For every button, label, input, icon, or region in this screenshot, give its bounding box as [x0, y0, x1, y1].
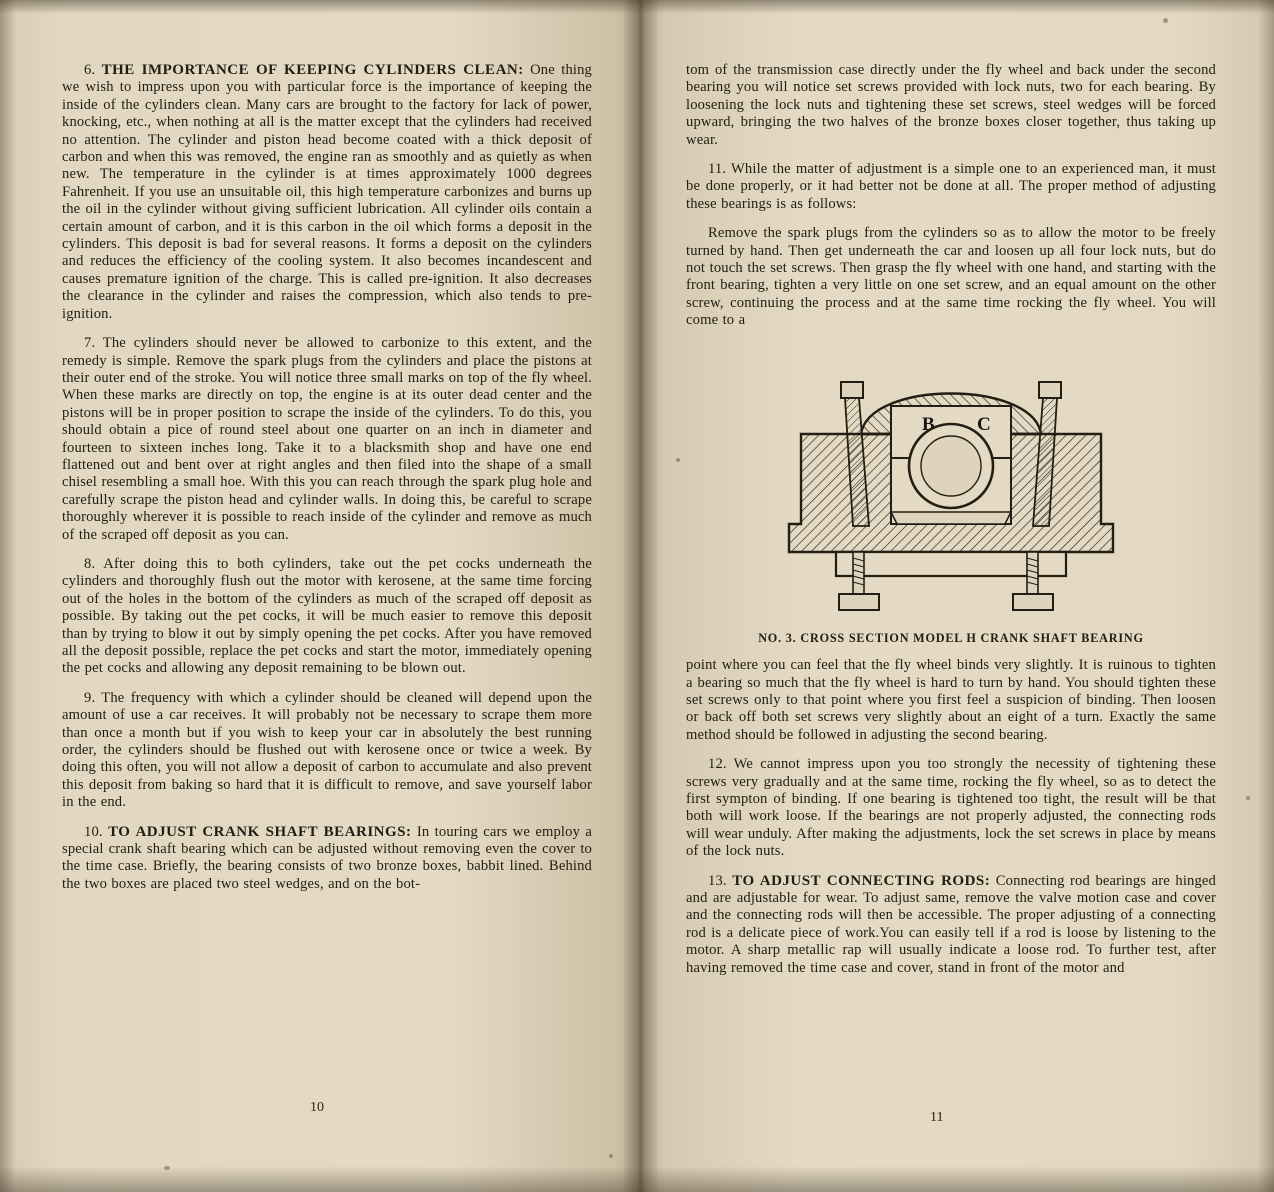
- paragraph-body: After doing this to both cylinders, take out the pet cocks underneath the cylinders and thoroughly flush out the motor with kerosene, at the same time forcing out of the holes in the bottom of the cylinders as much of the scraped off deposit as possible. By taking out the pet cocks, it will be much easier to remove this deposit than by trying to blow it out by simply opening the pet cocks. After you have removed all the deposit possible, replace the pet cocks and start the motor, immediately opening the pet cocks and allowing any deposit remaining to be blown out.: [62, 555, 592, 677]
- paragraph-number: 10.: [84, 823, 103, 840]
- paragraph-body: While the matter of adjustment is a simple one to an experienced man, it must be done properly, or it had better not be done at all. The proper method of adjusting these bearings is as follows:: [686, 161, 1216, 212]
- paragraph-body: Remove the spark plugs from the cylinders so as to allow the motor to be freely turned by hand. Then get underneath the car and loosen up all four lock nuts, but do not touch the set screws. Then grasp the fly wheel with one hand, and starting with the front bearing, tighten a very little on one set screw, and an equal amount on the other screw, continuing the process and at the same time rocking the fly wheel. You will come to a: [686, 225, 1216, 329]
- paper-speck: [1163, 18, 1168, 23]
- paragraph-continuation-2: [686, 657, 1216, 744]
- paragraph-body: One thing we wish to impress upon you with particular force is the importance of keeping the inside of the cylinders clean. Many cars are brought to the factory for lack of power, knocking, etc., when nothing at all is the matter except that the cylinders had received no attention. The cylinder and piston head become coated with a thick deposit of carbon and when this was removed, the engine ran as smoothly and as quietly as when new. The temperature in the cylinder is at times approximately 1000 degrees Fahrenheit. If you use an unsuitable oil, this high temperature carbonizes and burns up the oil in the cylinder without giving sufficient lubrication. All cylinder oils contain a certain amount of carbon, and it is this carbon in the oil which forms a deposit in the cylinders. This deposit is bad for several reasons. It forms a deposit on the cylinders and reduces the efficiency of the cooling system. It also becomes incandescent and causes premature ignition of the charge. This is called pre-ignition. It also decreases the clearance in the cylinder and raises the compression, which also tends to pre-ignition.: [62, 62, 592, 322]
- paper-speck: [1246, 796, 1250, 800]
- paragraph-number: 8.: [84, 555, 96, 572]
- paragraph-10: [62, 824, 592, 894]
- paragraph-body: Connecting rod bearings are hinged and are adjustable for wear. To adjust same, remove the valve motion case and cover and the connecting rods will then be accessible. The proper adjusting of a connecting rod is a delicate piece of work.You can easily tell if a rod is loose by listening to the motor. A sharp metallic rap will usually indicate a loose rod. To further test, after having removed the time case and cover, stand in front of the motor and: [686, 872, 1216, 976]
- top-edge-shadow: [0, 0, 1274, 14]
- paragraph-procedure: [686, 225, 1216, 329]
- section-heading: THE IMPORTANCE OF KEEPING CYLINDERS CLEAN:: [101, 62, 524, 78]
- paragraph-6: [62, 62, 592, 323]
- section-heading: TO ADJUST CRANK SHAFT BEARINGS:: [108, 823, 412, 840]
- paragraph-body: The cylinders should never be allowed to carbonize to this extent, and the remedy is simple. Remove the spark plugs from the cylinders and place the pistons at their outer end of the stroke. You will notice three small marks on top of the fly wheel. When these marks are directly on top, the engine is at its outer dead center and the pistons will be in proper position to scrape the inside of the cylinders. To do this, you should obtain a pice of round steel about one quarter on an inch in diameter and fourteen to sixteen inches long. Take it to a blacksmith shop and have one end flattened out and bent over at right angles and then filed into the shape of a small chisel resembling a small hoe. With this you can reach through the spark plug hole and carefully scrape the piston head and cylinder walls. In doing this, be careful to scrape thoroughly wherever it is possible to reach inside of the cylinder and remove as much of the scraped off deposit as you can.: [62, 335, 592, 543]
- paragraph-number: 7.: [84, 335, 96, 352]
- paragraph-12: [686, 756, 1216, 860]
- paragraph-body: point where you can feel that the fly wheel binds very slightly. It is ruinous to tighten a bearing so much that the fly wheel is hard to turn by hand. You should tighten these set screws only to that point where you first feel a suspicion of binding. Then loosen or back off both set screws very slightly about an eight of a turn. Exactly the same method should be followed in adjusting the second bearing.: [686, 657, 1216, 743]
- paragraph-body: tom of the transmission case directly under the fly wheel and back under the second bearing you will notice set screws provided with lock nuts, two for each bearing. By loosening the lock nuts and tightening these set screws, steel wedges will be forced upward, bringing the two halves of the bronze boxes closer together, thus taking up wear.: [686, 62, 1216, 148]
- paragraph-number: 11.: [708, 161, 727, 178]
- paper-speck: [164, 1166, 170, 1170]
- left-page-text-column: [62, 62, 592, 905]
- paragraph-continuation: [686, 62, 1216, 149]
- left-edge-shadow: [0, 0, 16, 1192]
- paper-speck: [609, 1154, 613, 1158]
- paragraph-13: [686, 873, 1216, 977]
- section-heading: TO ADJUST CONNECTING RODS:: [732, 872, 991, 889]
- paragraph-number: 12.: [708, 756, 727, 773]
- cross-section-diagram: [741, 344, 1161, 624]
- paragraph-number: 6.: [84, 62, 96, 78]
- paragraph-8: [62, 556, 592, 678]
- paragraph-body: We cannot impress upon you too strongly the necessity of tightening these screws very gradually and at the same time, rocking the fly wheel, so as to detect the first sympton of binding. If one bearing is tightened too tight, the result will be that both will work loose. If the bearings are not properly adjusted, the connecting rods will wear unduly. After making the adjustments, lock the set screws in place by means of the lock nuts.: [686, 756, 1216, 860]
- paragraph-11: [686, 161, 1216, 213]
- bottom-edge-shadow: [0, 1166, 1274, 1192]
- paragraph-number: 13.: [708, 872, 727, 889]
- paragraph-9: [62, 690, 592, 812]
- figure-crank-shaft-bearing: [686, 344, 1216, 647]
- paragraph-7: [62, 335, 592, 544]
- page-number-left: 10: [310, 1100, 324, 1115]
- paper-speck: [676, 458, 680, 462]
- paragraph-number: 9.: [84, 689, 96, 706]
- paragraph-body: In touring cars we employ a special crank shaft bearing which can be adjusted without removing even the cover to the time case. Briefly, the bearing consists of two bronze boxes, babbit lined. Behind the two boxes are placed two steel wedges, and on the bot-: [62, 823, 593, 892]
- figure-label-c: C: [977, 413, 991, 435]
- figure-caption: NO. 3. CROSS SECTION MODEL H CRANK SHAFT BEARING: [758, 630, 1144, 645]
- right-page-text-column: [686, 62, 1216, 989]
- right-edge-shadow: [1258, 0, 1274, 1192]
- book-gutter: [624, 0, 658, 1192]
- figure-label-b: B: [922, 413, 935, 435]
- page-number-right: 11: [930, 1110, 944, 1125]
- paragraph-body: The frequency with which a cylinder should be cleaned will depend upon the amount of use a car receives. It will probably not be necessary to scrape them more than once a month but if you wish to keep your car in absolutely the best running order, the cylinders should be flushed out with kerosene once or twice a week. By doing this often, you will not allow a deposit of carbon to accumulate and also prevent this deposit from baking so hard that it is difficult to remove, and save yourself labor in the end.: [62, 689, 592, 811]
